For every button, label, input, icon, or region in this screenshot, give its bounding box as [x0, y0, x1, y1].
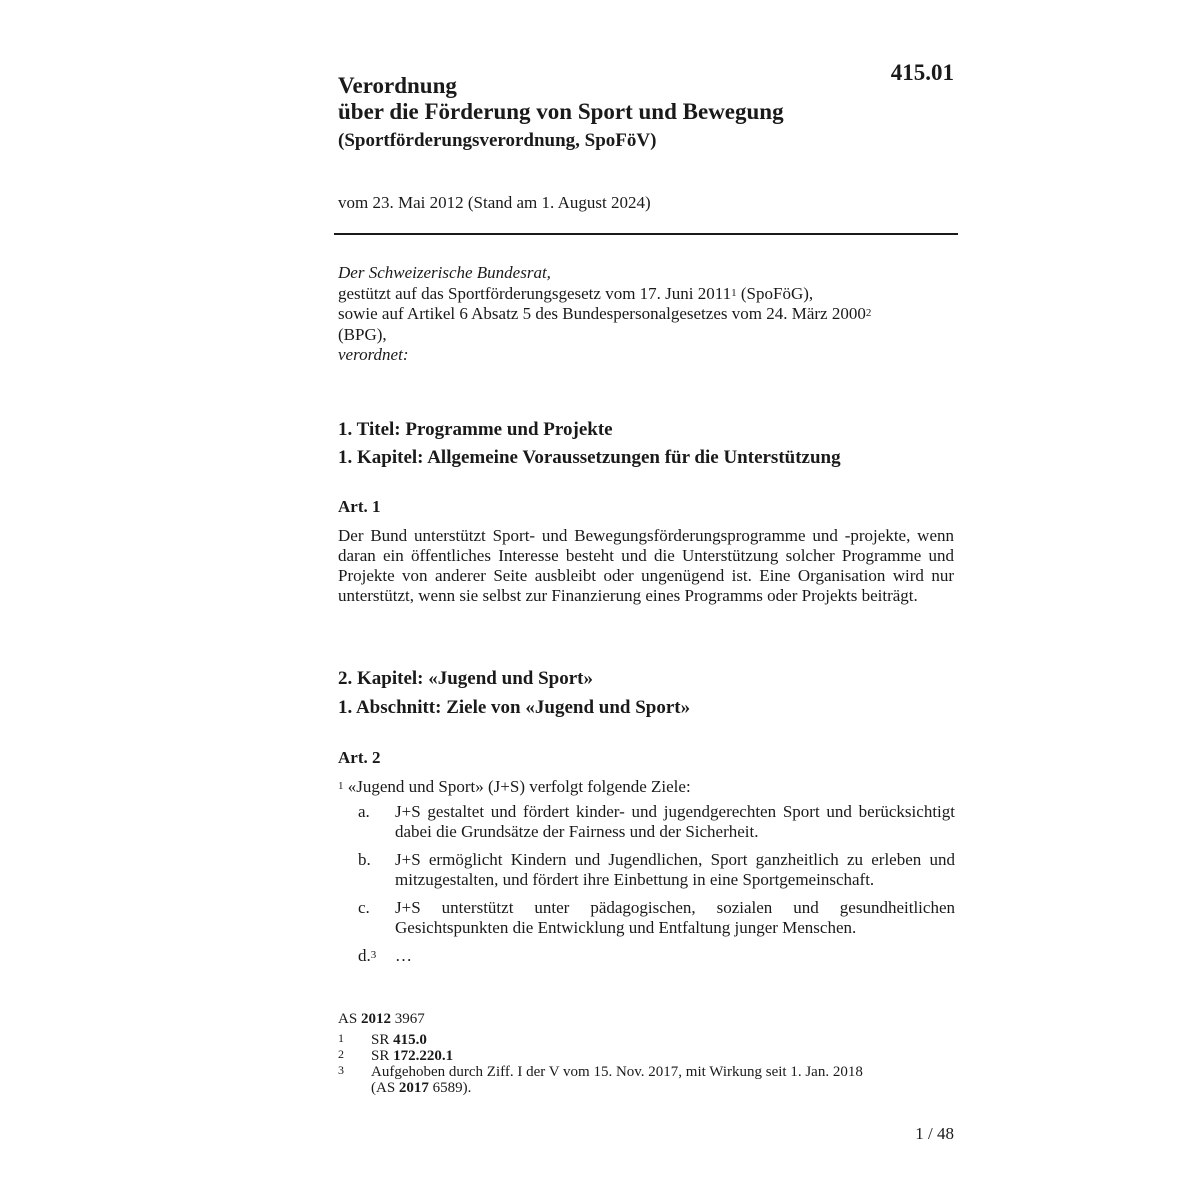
title-block — [338, 73, 878, 153]
list-text: J+S unterstützt unter pädagogischen, sozialen und gesundheitlichen Gesichtspunkten die Entwicklung und Entfaltung junger Menschen. — [395, 898, 955, 937]
list-text: … — [395, 946, 412, 965]
paragraph-number: 1 — [338, 780, 344, 792]
article-1-text: Der Bund unterstützt Sport- und Bewegungsförderungsprogramme und -projekte, wenn daran ein öffentliches Interesse besteht und die Unterstützung solcher Programme und Projekte von anderer Seite ausbleibt oder ungenügend ist. Eine Organisation wird nur unterstützt, wenn sie selbst zur Finanzierung eines Programms oder Projekts beiträgt. — [338, 526, 954, 605]
as-reference: AS 2012 3967 — [338, 1011, 425, 1027]
list-label: b. — [358, 850, 371, 869]
short-title: (Sportförderungsverordnung, SpoFöV) — [338, 130, 657, 151]
title-line-2: über die Förderung von Sport und Bewegung — [338, 99, 784, 124]
list-label: a. — [358, 802, 370, 821]
list-item — [338, 850, 955, 890]
sr-number: 415.01 — [890, 60, 954, 85]
footnote-ref-3[interactable]: 3 — [370, 949, 377, 961]
footnote-2: 2 SR 172.220.1 — [338, 1047, 454, 1064]
article-2-intro: $^1$ «Jugend und Sport» (J+S) verfolgt folgende Ziele: — [338, 777, 691, 796]
preamble-line-1: gestützt auf das Sportförderungsgesetz vom 17. Juni 2011$^1$ (SpoFöG), — [338, 283, 814, 303]
article-1-heading: Art. 1 — [338, 497, 381, 516]
titel-heading: 1. Titel: Programme und Projekte — [338, 419, 613, 440]
authority: Der Schweizerische Bundesrat, — [338, 263, 551, 282]
footnote-number: 2 — [338, 1047, 344, 1061]
footnote-1: 1 SR 415.0 — [338, 1031, 427, 1048]
article-2-list — [338, 802, 958, 974]
list-label: d.$^3$ — [358, 946, 377, 965]
issue-date: vom 23. Mai 2012 (Stand am 1. August 2024) — [338, 193, 651, 212]
list-item — [338, 946, 955, 966]
article-2-heading: Art. 2 — [338, 748, 381, 767]
footnote-ref-2[interactable]: 2 — [865, 307, 872, 319]
title-line-1: Verordnung — [338, 73, 457, 98]
footnotes — [338, 1032, 938, 1096]
preamble-line-2: sowie auf Artikel 6 Absatz 5 des Bundespersonalgesetzes vom 24. März 2000$^2$ — [338, 304, 872, 323]
kapitel-1-heading: 1. Kapitel: Allgemeine Voraussetzungen für die Unterstützung — [338, 447, 841, 468]
preamble-line-3: (BPG), — [338, 324, 387, 344]
kapitel-2-heading: 2. Kapitel: «Jugend und Sport» — [338, 668, 593, 689]
document-page — [338, 0, 958, 1200]
footnote-ref-1[interactable]: 1 — [731, 286, 737, 299]
list-item — [338, 802, 955, 842]
header-divider — [334, 233, 958, 235]
preamble — [338, 263, 958, 366]
list-text: J+S gestaltet und fördert kinder- und jugendgerechten Sport und berücksichtigt dabei die Grundsätze der Fairness und der Sicherheit. — [395, 802, 955, 841]
abschnitt-1-heading: 1. Abschnitt: Ziele von «Jugend und Sport» — [338, 697, 691, 718]
decree: verordnet: — [338, 345, 409, 364]
footnote-3: 3 Aufgehoben durch Ziff. I der V vom 15. Nov. 2017, mit Wirkung seit 1. Jan. 2018 (AS 2017 6589). — [338, 1063, 863, 1096]
footnote-number: 1 — [338, 1031, 344, 1045]
list-text: J+S ermöglicht Kindern und Jugendlichen, Sport ganzheitlich zu erleben und mitzugestalten, und fördert ihre Einbettung in eine Sportgemeinschaft. — [395, 850, 955, 889]
page-number: 1 / 48 — [915, 1124, 954, 1143]
list-item — [338, 898, 955, 938]
footnote-number: 3 — [338, 1063, 344, 1077]
list-label: c. — [358, 898, 370, 917]
